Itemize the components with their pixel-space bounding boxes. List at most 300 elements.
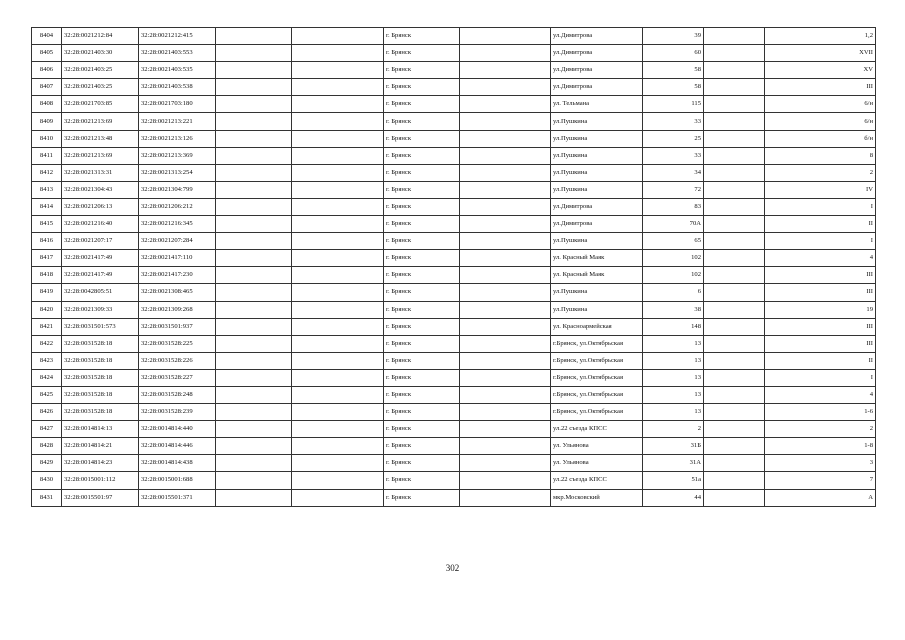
table-row <box>32 147 876 164</box>
premises-number-cell: 1-6 <box>765 404 876 421</box>
empty-cell <box>460 386 551 403</box>
premises-number-cell: III <box>765 335 876 352</box>
empty-cell <box>216 301 292 318</box>
empty-cell <box>460 62 551 79</box>
empty-cell <box>292 45 384 62</box>
street-cell: ул. Ульянова <box>551 455 643 472</box>
house-number-cell: 58 <box>643 62 704 79</box>
object-cadastral-number-cell: 32:28:0021417:230 <box>139 267 216 284</box>
land-cadastral-number-cell: 32:28:0021216:40 <box>62 216 139 233</box>
table-row <box>32 250 876 267</box>
empty-cell <box>292 181 384 198</box>
table-row <box>32 198 876 215</box>
city-cell: г. Брянск <box>384 369 460 386</box>
land-cadastral-number-cell: 32:28:0021213:69 <box>62 147 139 164</box>
house-number-cell: 60 <box>643 45 704 62</box>
object-cadastral-number-cell: 32:28:0021207:284 <box>139 233 216 250</box>
table-row <box>32 216 876 233</box>
table-body <box>32 28 876 507</box>
street-cell: ул.Пушкина <box>551 113 643 130</box>
land-cadastral-number-cell: 32:28:0021403:25 <box>62 79 139 96</box>
empty-cell <box>292 335 384 352</box>
table-row <box>32 455 876 472</box>
empty-cell <box>292 386 384 403</box>
row-number-cell: 8425 <box>32 386 62 403</box>
empty-cell <box>216 250 292 267</box>
empty-cell <box>704 438 765 455</box>
premises-number-cell: 3 <box>765 455 876 472</box>
premises-number-cell: 4 <box>765 386 876 403</box>
street-cell: ул.Пушкина <box>551 147 643 164</box>
row-number-cell: 8422 <box>32 335 62 352</box>
object-cadastral-number-cell: 32:28:0021213:221 <box>139 113 216 130</box>
table-row <box>32 352 876 369</box>
object-cadastral-number-cell: 32:28:0014814:440 <box>139 421 216 438</box>
empty-cell <box>460 301 551 318</box>
empty-cell <box>216 335 292 352</box>
premises-number-cell: III <box>765 284 876 301</box>
empty-cell <box>216 489 292 506</box>
empty-cell <box>460 421 551 438</box>
empty-cell <box>704 335 765 352</box>
house-number-cell: 102 <box>643 250 704 267</box>
empty-cell <box>460 198 551 215</box>
empty-cell <box>704 130 765 147</box>
row-number-cell: 8427 <box>32 421 62 438</box>
empty-cell <box>704 284 765 301</box>
street-cell: ул. Красный Маяк <box>551 267 643 284</box>
row-number-cell: 8410 <box>32 130 62 147</box>
street-cell: ул.Димитрова <box>551 45 643 62</box>
empty-cell <box>460 45 551 62</box>
premises-number-cell: 1-8 <box>765 438 876 455</box>
table-row <box>32 438 876 455</box>
row-number-cell: 8419 <box>32 284 62 301</box>
empty-cell <box>216 130 292 147</box>
empty-cell <box>704 421 765 438</box>
object-cadastral-number-cell: 32:28:0031528:226 <box>139 352 216 369</box>
empty-cell <box>216 386 292 403</box>
empty-cell <box>216 267 292 284</box>
row-number-cell: 8431 <box>32 489 62 506</box>
land-cadastral-number-cell: 32:28:0021417:49 <box>62 250 139 267</box>
empty-cell <box>704 369 765 386</box>
empty-cell <box>216 28 292 45</box>
empty-cell <box>704 267 765 284</box>
premises-number-cell: IV <box>765 181 876 198</box>
row-number-cell: 8417 <box>32 250 62 267</box>
house-number-cell: 51а <box>643 472 704 489</box>
city-cell: г. Брянск <box>384 233 460 250</box>
empty-cell <box>704 28 765 45</box>
empty-cell <box>460 96 551 113</box>
house-number-cell: 13 <box>643 386 704 403</box>
empty-cell <box>704 386 765 403</box>
street-cell: ул.Димитрова <box>551 79 643 96</box>
empty-cell <box>704 147 765 164</box>
premises-number-cell: 4 <box>765 250 876 267</box>
premises-number-cell: I <box>765 198 876 215</box>
premises-number-cell: III <box>765 318 876 335</box>
empty-cell <box>460 233 551 250</box>
land-cadastral-number-cell: 32:28:0021417:49 <box>62 267 139 284</box>
table-row <box>32 472 876 489</box>
city-cell: г. Брянск <box>384 489 460 506</box>
empty-cell <box>292 79 384 96</box>
empty-cell <box>292 130 384 147</box>
table-row <box>32 62 876 79</box>
premises-number-cell: 1,2 <box>765 28 876 45</box>
empty-cell <box>292 284 384 301</box>
city-cell: г. Брянск <box>384 455 460 472</box>
land-cadastral-number-cell: 32:28:0031528:18 <box>62 386 139 403</box>
empty-cell <box>292 472 384 489</box>
empty-cell <box>704 455 765 472</box>
table-row <box>32 404 876 421</box>
house-number-cell: 13 <box>643 335 704 352</box>
empty-cell <box>216 421 292 438</box>
table-row <box>32 96 876 113</box>
land-cadastral-number-cell: 32:28:0021207:17 <box>62 233 139 250</box>
row-number-cell: 8408 <box>32 96 62 113</box>
house-number-cell: 44 <box>643 489 704 506</box>
land-cadastral-number-cell: 32:28:0021206:13 <box>62 198 139 215</box>
empty-cell <box>460 267 551 284</box>
object-cadastral-number-cell: 32:28:0014814:446 <box>139 438 216 455</box>
empty-cell <box>460 438 551 455</box>
object-cadastral-number-cell: 32:28:0031528:248 <box>139 386 216 403</box>
empty-cell <box>216 352 292 369</box>
street-cell: ул.Пушкина <box>551 301 643 318</box>
city-cell: г. Брянск <box>384 421 460 438</box>
object-cadastral-number-cell: 32:28:0031528:225 <box>139 335 216 352</box>
house-number-cell: 13 <box>643 404 704 421</box>
table-row <box>32 421 876 438</box>
house-number-cell: 13 <box>643 369 704 386</box>
house-number-cell: 58 <box>643 79 704 96</box>
street-cell: г.Брянск, ул.Октябрьская <box>551 352 643 369</box>
premises-number-cell: А <box>765 489 876 506</box>
row-number-cell: 8406 <box>32 62 62 79</box>
city-cell: г. Брянск <box>384 181 460 198</box>
empty-cell <box>292 489 384 506</box>
table-row <box>32 130 876 147</box>
empty-cell <box>216 96 292 113</box>
empty-cell <box>704 352 765 369</box>
empty-cell <box>292 455 384 472</box>
house-number-cell: 34 <box>643 164 704 181</box>
object-cadastral-number-cell: 32:28:0021313:254 <box>139 164 216 181</box>
premises-number-cell: 6/н <box>765 96 876 113</box>
street-cell: ул.Пушкина <box>551 164 643 181</box>
object-cadastral-number-cell: 32:28:0031528:239 <box>139 404 216 421</box>
row-number-cell: 8415 <box>32 216 62 233</box>
city-cell: г. Брянск <box>384 96 460 113</box>
empty-cell <box>292 113 384 130</box>
street-cell: ул. Красный Маяк <box>551 250 643 267</box>
empty-cell <box>460 404 551 421</box>
street-cell: г.Брянск, ул.Октябрьская <box>551 404 643 421</box>
premises-number-cell: б/н <box>765 130 876 147</box>
table-row <box>32 164 876 181</box>
land-cadastral-number-cell: 32:28:0031501:573 <box>62 318 139 335</box>
empty-cell <box>460 181 551 198</box>
premises-number-cell: XVII <box>765 45 876 62</box>
row-number-cell: 8416 <box>32 233 62 250</box>
premises-number-cell: XV <box>765 62 876 79</box>
city-cell: г. Брянск <box>384 147 460 164</box>
empty-cell <box>216 284 292 301</box>
land-cadastral-number-cell: 32:28:0031528:18 <box>62 369 139 386</box>
table-row <box>32 284 876 301</box>
page-number: 302 <box>445 563 460 573</box>
row-number-cell: 8407 <box>32 79 62 96</box>
premises-number-cell: II <box>765 352 876 369</box>
empty-cell <box>292 62 384 79</box>
house-number-cell: 25 <box>643 130 704 147</box>
premises-number-cell: I <box>765 233 876 250</box>
empty-cell <box>216 438 292 455</box>
empty-cell <box>704 233 765 250</box>
table-row <box>32 113 876 130</box>
row-number-cell: 8428 <box>32 438 62 455</box>
row-number-cell: 8423 <box>32 352 62 369</box>
empty-cell <box>460 455 551 472</box>
street-cell: ул.22 съезда КПСС <box>551 472 643 489</box>
empty-cell <box>460 369 551 386</box>
street-cell: ул. Тельмана <box>551 96 643 113</box>
premises-number-cell: 2 <box>765 421 876 438</box>
empty-cell <box>292 216 384 233</box>
row-number-cell: 8426 <box>32 404 62 421</box>
house-number-cell: 6 <box>643 284 704 301</box>
street-cell: ул.22 съезда КПСС <box>551 421 643 438</box>
object-cadastral-number-cell: 32:28:0021703:180 <box>139 96 216 113</box>
empty-cell <box>704 216 765 233</box>
city-cell: г. Брянск <box>384 198 460 215</box>
row-number-cell: 8421 <box>32 318 62 335</box>
empty-cell <box>704 301 765 318</box>
table-row <box>32 79 876 96</box>
empty-cell <box>292 438 384 455</box>
empty-cell <box>704 62 765 79</box>
empty-cell <box>704 79 765 96</box>
object-cadastral-number-cell: 32:28:0021417:110 <box>139 250 216 267</box>
empty-cell <box>460 113 551 130</box>
empty-cell <box>704 198 765 215</box>
city-cell: г. Брянск <box>384 79 460 96</box>
row-number-cell: 8430 <box>32 472 62 489</box>
street-cell: ул. Ульянова <box>551 438 643 455</box>
table-row <box>32 301 876 318</box>
street-cell: ул.Димитрова <box>551 28 643 45</box>
premises-number-cell: II <box>765 216 876 233</box>
row-number-cell: 8414 <box>32 198 62 215</box>
house-number-cell: 13 <box>643 352 704 369</box>
empty-cell <box>216 455 292 472</box>
city-cell: г. Брянск <box>384 301 460 318</box>
object-cadastral-number-cell: 32:28:0021213:369 <box>139 147 216 164</box>
city-cell: г. Брянск <box>384 164 460 181</box>
city-cell: г. Брянск <box>384 335 460 352</box>
table-row <box>32 489 876 506</box>
land-cadastral-number-cell: 32:28:0014814:13 <box>62 421 139 438</box>
empty-cell <box>292 301 384 318</box>
object-cadastral-number-cell: 32:28:0031501:937 <box>139 318 216 335</box>
row-number-cell: 8412 <box>32 164 62 181</box>
row-number-cell: 8413 <box>32 181 62 198</box>
empty-cell <box>292 369 384 386</box>
land-cadastral-number-cell: 32:28:0021304:43 <box>62 181 139 198</box>
table-row <box>32 335 876 352</box>
empty-cell <box>704 181 765 198</box>
city-cell: г. Брянск <box>384 267 460 284</box>
table-row <box>32 28 876 45</box>
object-cadastral-number-cell: 32:28:0021213:126 <box>139 130 216 147</box>
empty-cell <box>216 147 292 164</box>
house-number-cell: 38 <box>643 301 704 318</box>
table-row <box>32 181 876 198</box>
object-cadastral-number-cell: 32:28:0021212:415 <box>139 28 216 45</box>
empty-cell <box>460 284 551 301</box>
city-cell: г. Брянск <box>384 404 460 421</box>
empty-cell <box>216 113 292 130</box>
house-number-cell: 148 <box>643 318 704 335</box>
row-number-cell: 8404 <box>32 28 62 45</box>
row-number-cell: 8405 <box>32 45 62 62</box>
empty-cell <box>460 489 551 506</box>
empty-cell <box>292 233 384 250</box>
object-cadastral-number-cell: 32:28:0021309:268 <box>139 301 216 318</box>
empty-cell <box>216 233 292 250</box>
house-number-cell: 65 <box>643 233 704 250</box>
empty-cell <box>460 79 551 96</box>
street-cell: ул. Красноармейская <box>551 318 643 335</box>
object-cadastral-number-cell: 32:28:0021403:538 <box>139 79 216 96</box>
object-cadastral-number-cell: 32:28:0031528:227 <box>139 369 216 386</box>
street-cell: мкр.Московский <box>551 489 643 506</box>
empty-cell <box>460 472 551 489</box>
table-row <box>32 369 876 386</box>
house-number-cell: 83 <box>643 198 704 215</box>
land-cadastral-number-cell: 32:28:0021212:84 <box>62 28 139 45</box>
object-cadastral-number-cell: 32:28:0021216:345 <box>139 216 216 233</box>
empty-cell <box>460 318 551 335</box>
empty-cell <box>460 130 551 147</box>
empty-cell <box>704 318 765 335</box>
house-number-cell: 33 <box>643 113 704 130</box>
empty-cell <box>460 164 551 181</box>
city-cell: г. Брянск <box>384 250 460 267</box>
empty-cell <box>704 404 765 421</box>
table-row <box>32 386 876 403</box>
street-cell: ул.Димитрова <box>551 62 643 79</box>
land-cadastral-number-cell: 32:28:0014814:21 <box>62 438 139 455</box>
empty-cell <box>292 198 384 215</box>
house-number-cell: 102 <box>643 267 704 284</box>
row-number-cell: 8420 <box>32 301 62 318</box>
row-number-cell: 8409 <box>32 113 62 130</box>
land-cadastral-number-cell: 32:28:0042805:51 <box>62 284 139 301</box>
table-row <box>32 45 876 62</box>
empty-cell <box>292 164 384 181</box>
premises-number-cell: 6/н <box>765 113 876 130</box>
property-table <box>31 27 876 507</box>
object-cadastral-number-cell: 32:28:0021403:535 <box>139 62 216 79</box>
empty-cell <box>292 421 384 438</box>
empty-cell <box>704 489 765 506</box>
street-cell: ул.Пушкина <box>551 233 643 250</box>
city-cell: г. Брянск <box>384 438 460 455</box>
premises-number-cell: III <box>765 267 876 284</box>
empty-cell <box>292 318 384 335</box>
empty-cell <box>292 96 384 113</box>
city-cell: г. Брянск <box>384 352 460 369</box>
land-cadastral-number-cell: 32:28:0015001:112 <box>62 472 139 489</box>
empty-cell <box>292 147 384 164</box>
empty-cell <box>460 147 551 164</box>
object-cadastral-number-cell: 32:28:0021403:553 <box>139 45 216 62</box>
row-number-cell: 8411 <box>32 147 62 164</box>
empty-cell <box>704 250 765 267</box>
empty-cell <box>216 181 292 198</box>
empty-cell <box>460 335 551 352</box>
city-cell: г. Брянск <box>384 62 460 79</box>
city-cell: г. Брянск <box>384 318 460 335</box>
empty-cell <box>460 352 551 369</box>
object-cadastral-number-cell: 32:28:0014814:438 <box>139 455 216 472</box>
empty-cell <box>292 404 384 421</box>
land-cadastral-number-cell: 32:28:0021213:48 <box>62 130 139 147</box>
premises-number-cell: I <box>765 369 876 386</box>
row-number-cell: 8424 <box>32 369 62 386</box>
land-cadastral-number-cell: 32:28:0014814:23 <box>62 455 139 472</box>
empty-cell <box>292 250 384 267</box>
object-cadastral-number-cell: 32:28:0021304:799 <box>139 181 216 198</box>
empty-cell <box>460 250 551 267</box>
city-cell: г. Брянск <box>384 130 460 147</box>
registry-sheet <box>31 27 875 507</box>
row-number-cell: 8429 <box>32 455 62 472</box>
land-cadastral-number-cell: 32:28:0021309:33 <box>62 301 139 318</box>
city-cell: г. Брянск <box>384 472 460 489</box>
empty-cell <box>292 267 384 284</box>
empty-cell <box>704 45 765 62</box>
city-cell: г. Брянск <box>384 28 460 45</box>
land-cadastral-number-cell: 32:28:0021403:30 <box>62 45 139 62</box>
table-row <box>32 233 876 250</box>
land-cadastral-number-cell: 32:28:0031528:18 <box>62 352 139 369</box>
empty-cell <box>704 113 765 130</box>
empty-cell <box>704 96 765 113</box>
house-number-cell: 2 <box>643 421 704 438</box>
street-cell: г.Брянск, ул.Октябрьская <box>551 335 643 352</box>
city-cell: г. Брянск <box>384 284 460 301</box>
street-cell: г.Брянск, ул.Октябрьская <box>551 386 643 403</box>
object-cadastral-number-cell: 32:28:0015001:688 <box>139 472 216 489</box>
house-number-cell: 31А <box>643 455 704 472</box>
object-cadastral-number-cell: 32:28:0021206:212 <box>139 198 216 215</box>
empty-cell <box>216 79 292 96</box>
object-cadastral-number-cell: 32:28:0021308:465 <box>139 284 216 301</box>
table-row <box>32 267 876 284</box>
empty-cell <box>292 352 384 369</box>
empty-cell <box>216 369 292 386</box>
empty-cell <box>460 28 551 45</box>
house-number-cell: 33 <box>643 147 704 164</box>
house-number-cell: 115 <box>643 96 704 113</box>
premises-number-cell: 19 <box>765 301 876 318</box>
